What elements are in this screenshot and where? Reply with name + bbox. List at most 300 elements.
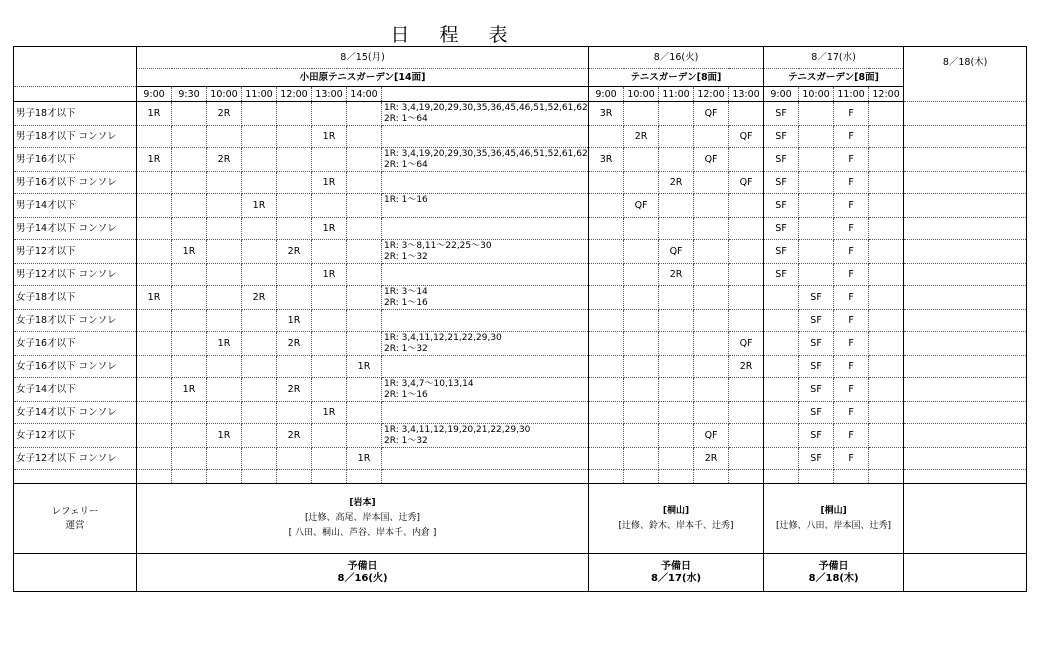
match-cell [624,148,659,172]
match-cell [589,310,624,332]
match-cell [207,126,242,148]
match-cell [589,402,624,424]
event-label: 女子14才以下 コンソレ [14,402,137,424]
match-cell [624,240,659,264]
match-cell: 1R [242,194,277,218]
match-cell [624,286,659,310]
table-row [14,240,1027,264]
match-cell [347,402,382,424]
match-cell [869,378,904,402]
time-slot-day3: 12:00 [869,87,904,102]
match-cell [312,378,347,402]
rounds-note-line: 1R: 3,4,19,20,29,30,35,36,45,46,51,52,61,62 [384,149,588,159]
match-cell: 2R [207,148,242,172]
match-cell [694,264,729,286]
match-cell: 2R [624,126,659,148]
match-cell [207,172,242,194]
match-cell [137,194,172,218]
match-cell [137,218,172,240]
match-cell: SF [799,424,834,448]
rounds-note [382,102,589,126]
match-cell: SF [764,264,799,286]
spacer-cell [589,470,624,484]
match-cell [659,332,694,356]
match-cell [869,286,904,310]
match-cell [242,356,277,378]
event-label: 男子18才以下 コンソレ [14,126,137,148]
match-cell: F [834,402,869,424]
match-cell: F [834,126,869,148]
schedule-table [13,46,1027,592]
rounds-note-line: 1R: 3〜8,11〜22,25〜30 [384,241,492,251]
match-cell [694,126,729,148]
match-cell: SF [764,148,799,172]
note-header [382,87,589,102]
match-cell [172,126,207,148]
match-cell [137,126,172,148]
match-cell [624,378,659,402]
match-cell: 1R [312,218,347,240]
match-cell [624,102,659,126]
table-row [14,356,1027,378]
match-cell [659,126,694,148]
match-cell [869,218,904,240]
match-cell [659,448,694,470]
header-corner [14,47,137,87]
match-cell: 1R [207,332,242,356]
time-slot-day2: 9:00 [589,87,624,102]
match-cell [694,172,729,194]
match-cell [347,310,382,332]
match-cell [242,448,277,470]
day4-cell [904,148,1027,172]
match-cell [277,148,312,172]
match-cell [589,240,624,264]
rounds-note-line: 2R: 1〜32 [384,252,428,262]
match-cell [137,332,172,356]
match-cell [347,194,382,218]
rounds-note-line: 1R: 3,4,11,12,21,22,29,30 [384,333,502,343]
match-cell: 2R [659,264,694,286]
table-row [14,218,1027,240]
event-label: 女子12才以下 [14,424,137,448]
match-cell [764,402,799,424]
match-cell [659,148,694,172]
rounds-note-line: 2R: 1〜32 [384,436,428,446]
time-slot-day1: 9:00 [137,87,172,102]
match-cell: QF [729,172,764,194]
match-cell [729,194,764,218]
match-cell [869,148,904,172]
day4-cell [904,356,1027,378]
spacer-cell [764,470,799,484]
match-cell [207,378,242,402]
time-corner [14,87,137,102]
match-cell [799,126,834,148]
table-row [14,264,1027,286]
reserve-day2 [589,554,764,592]
referee-day1-line: [ 八田、桐山、芦谷、岸本千、内倉 ] [288,528,437,538]
match-cell [312,448,347,470]
match-cell [659,424,694,448]
rounds-note-line: 2R: 1〜64 [384,114,428,124]
match-cell: F [834,172,869,194]
match-cell [312,286,347,310]
match-cell [172,332,207,356]
match-cell [764,286,799,310]
referee-day1-line: [岩本] [349,498,376,508]
rounds-note [382,264,589,286]
time-slot-day3: 9:00 [764,87,799,102]
match-cell [869,402,904,424]
spacer-cell [382,470,589,484]
spacer-cell [834,470,869,484]
referee-day2-line: [辻修、鈴木、岸本千、辻秀] [618,520,734,531]
referee-day2-line: [桐山] [662,505,690,516]
match-cell [277,356,312,378]
table-row [14,172,1027,194]
rounds-note-line: 1R: 3〜14 [384,287,428,297]
match-cell [729,264,764,286]
match-cell [137,172,172,194]
event-label: 男子16才以下 [14,148,137,172]
spacer-row [14,470,1027,484]
day4-cell [904,264,1027,286]
match-cell [694,194,729,218]
rounds-note [382,148,589,172]
match-cell [347,264,382,286]
time-slot-day1: 14:00 [347,87,382,102]
match-cell [624,218,659,240]
rounds-note [382,218,589,240]
match-cell [659,356,694,378]
referee-label-line: 運営 [65,519,85,531]
day4-cell [904,172,1027,194]
match-cell [869,356,904,378]
match-cell: SF [799,332,834,356]
match-cell [869,240,904,264]
match-cell: 1R [312,172,347,194]
event-label: 男子12才以下 [14,240,137,264]
match-cell [242,264,277,286]
match-cell: 2R [277,240,312,264]
match-cell [347,378,382,402]
day4-date: 8／18(木) [904,47,1027,102]
rounds-note-line: 1R: 3,4,7〜10,13,14 [384,379,474,389]
match-cell: SF [799,378,834,402]
match-cell [764,332,799,356]
spacer-cell [312,470,347,484]
event-label: 女子16才以下 コンソレ [14,356,137,378]
match-cell [312,102,347,126]
match-cell [207,264,242,286]
spacer-cell [659,470,694,484]
match-cell [729,424,764,448]
page-title: 日 程 表 [390,24,520,46]
rounds-note-line: 2R: 1〜16 [384,298,428,308]
match-cell: QF [729,126,764,148]
table-row [14,148,1027,172]
match-cell: 1R [277,310,312,332]
match-cell: F [834,378,869,402]
match-cell [242,310,277,332]
match-cell: QF [694,148,729,172]
time-slot-day1: 11:00 [242,87,277,102]
match-cell [799,102,834,126]
event-label: 女子12才以下 コンソレ [14,448,137,470]
match-cell [277,448,312,470]
match-cell: 2R [729,356,764,378]
event-label: 女子14才以下 [14,378,137,402]
match-cell: QF [729,332,764,356]
referee-day3-line: [桐山] [820,505,847,516]
match-cell [729,286,764,310]
match-cell: 1R [137,102,172,126]
match-cell [799,240,834,264]
match-cell [589,448,624,470]
match-cell [764,356,799,378]
time-slot-day2: 11:00 [659,87,694,102]
match-cell: QF [694,102,729,126]
match-cell [624,172,659,194]
spacer-cell [14,470,137,484]
match-cell [694,310,729,332]
match-cell [624,424,659,448]
table-row [14,194,1027,218]
table-row [14,448,1027,470]
reserve-day3-line: 予備日 [818,560,849,572]
match-cell [694,378,729,402]
match-cell [207,310,242,332]
match-cell [312,424,347,448]
match-cell [277,172,312,194]
referee-label [14,484,137,554]
day4-cell [904,424,1027,448]
match-cell [659,286,694,310]
match-cell: 1R [312,126,347,148]
match-cell [869,424,904,448]
time-slot-day2: 12:00 [694,87,729,102]
event-label: 男子12才以下 コンソレ [14,264,137,286]
match-cell [729,102,764,126]
day3-venue: テニスガーデン[8面] [764,69,904,87]
match-cell [207,240,242,264]
match-cell: 3R [589,102,624,126]
match-cell [799,264,834,286]
match-cell: F [834,194,869,218]
day4-cell [904,378,1027,402]
referee-label-line: レフェリー [51,505,99,517]
match-cell [277,402,312,424]
match-cell [242,218,277,240]
match-cell: 1R [137,286,172,310]
time-slot-day2: 10:00 [624,87,659,102]
match-cell [347,286,382,310]
match-cell [347,148,382,172]
match-cell [764,310,799,332]
day4-cell [904,402,1027,424]
match-cell: F [834,264,869,286]
match-cell [347,240,382,264]
match-cell [624,448,659,470]
reserve-day1 [137,554,589,592]
match-cell [242,172,277,194]
match-cell [137,424,172,448]
match-cell [869,126,904,148]
match-cell [172,194,207,218]
reserve-row [14,554,1027,592]
match-cell: 1R [207,424,242,448]
day4-cell [904,332,1027,356]
match-cell: 2R [659,172,694,194]
rounds-note-line: 1R: 3,4,19,20,29,30,35,36,45,46,51,52,61,62 [384,103,588,113]
match-cell [172,286,207,310]
match-cell [137,310,172,332]
match-cell [172,310,207,332]
rounds-note [382,194,589,218]
match-cell [659,310,694,332]
match-cell [347,218,382,240]
match-cell: 2R [694,448,729,470]
match-cell [242,240,277,264]
reserve-label [14,554,137,592]
day4-cell [904,240,1027,264]
event-label: 男子18才以下 [14,102,137,126]
match-cell [347,172,382,194]
match-cell: F [834,424,869,448]
match-cell: F [834,356,869,378]
day4-cell [904,286,1027,310]
match-cell [312,148,347,172]
match-cell [312,310,347,332]
day4-cell [904,218,1027,240]
referee-day3-line: [辻修、八田、岸本国、辻秀] [776,520,892,531]
table-row [14,332,1027,356]
reserve-day2-line: 8／17(水) [651,572,702,584]
event-label: 男子16才以下 コンソレ [14,172,137,194]
match-cell: F [834,102,869,126]
match-cell [624,264,659,286]
rounds-note [382,378,589,402]
match-cell: SF [764,218,799,240]
match-cell [764,378,799,402]
match-cell [869,448,904,470]
day3-date: 8／17(水) [764,47,904,69]
match-cell [589,218,624,240]
match-cell: SF [799,356,834,378]
match-cell [242,126,277,148]
match-cell: SF [764,240,799,264]
match-cell [729,218,764,240]
referee-day1-line: [辻修、高尾、岸本国、辻秀] [305,513,421,523]
match-cell [277,194,312,218]
match-cell [312,356,347,378]
reserve-day4 [904,554,1027,592]
table-row [14,126,1027,148]
day1-venue: 小田原テニスガーデン[14面] [137,69,589,87]
rounds-note [382,240,589,264]
referee-row [14,484,1027,554]
match-cell [137,264,172,286]
day4-cell [904,126,1027,148]
match-cell [799,148,834,172]
match-cell: 1R [172,240,207,264]
referee-day2 [589,484,764,554]
match-cell: F [834,286,869,310]
rounds-note [382,402,589,424]
match-cell [869,194,904,218]
match-cell: 3R [589,148,624,172]
rounds-note-line: 2R: 1〜64 [384,160,428,170]
day4-cell [904,310,1027,332]
match-cell [312,240,347,264]
match-cell [172,102,207,126]
match-cell [869,172,904,194]
spacer-cell [624,470,659,484]
match-cell [869,332,904,356]
time-slot-day1: 13:00 [312,87,347,102]
match-cell [799,194,834,218]
rounds-note [382,356,589,378]
referee-day4 [904,484,1027,554]
match-cell [347,126,382,148]
match-cell: 1R [137,148,172,172]
reserve-day3-line: 8／18(木) [808,572,859,584]
match-cell [207,286,242,310]
reserve-day1-line: 予備日 [347,560,378,572]
match-cell [172,424,207,448]
match-cell [589,332,624,356]
event-label: 男子14才以下 [14,194,137,218]
match-cell [694,402,729,424]
match-cell: 2R [277,424,312,448]
match-cell [729,310,764,332]
match-cell: QF [659,240,694,264]
match-cell: 1R [312,264,347,286]
match-cell: F [834,240,869,264]
match-cell [764,424,799,448]
rounds-note-line: 1R: 1〜16 [384,195,428,205]
match-cell: SF [799,286,834,310]
match-cell [137,378,172,402]
day2-venue: テニスガーデン[8面] [589,69,764,87]
spacer-cell [904,470,1027,484]
match-cell [799,172,834,194]
match-cell [694,356,729,378]
match-cell: QF [694,424,729,448]
time-slot-day3: 11:00 [834,87,869,102]
day4-cell [904,102,1027,126]
rounds-note [382,172,589,194]
day2-date: 8／16(火) [589,47,764,69]
spacer-cell [694,470,729,484]
match-cell [624,310,659,332]
match-cell: F [834,218,869,240]
time-slot-day2: 13:00 [729,87,764,102]
match-cell [277,286,312,310]
match-cell [207,448,242,470]
match-cell [729,402,764,424]
match-cell [277,126,312,148]
day1-date: 8／15(月) [137,47,589,69]
rounds-note [382,424,589,448]
time-slot-day1: 10:00 [207,87,242,102]
reserve-day1-line: 8／16(火) [337,572,388,584]
match-cell [207,356,242,378]
match-cell [729,378,764,402]
match-cell [869,310,904,332]
event-label: 男子14才以下 コンソレ [14,218,137,240]
